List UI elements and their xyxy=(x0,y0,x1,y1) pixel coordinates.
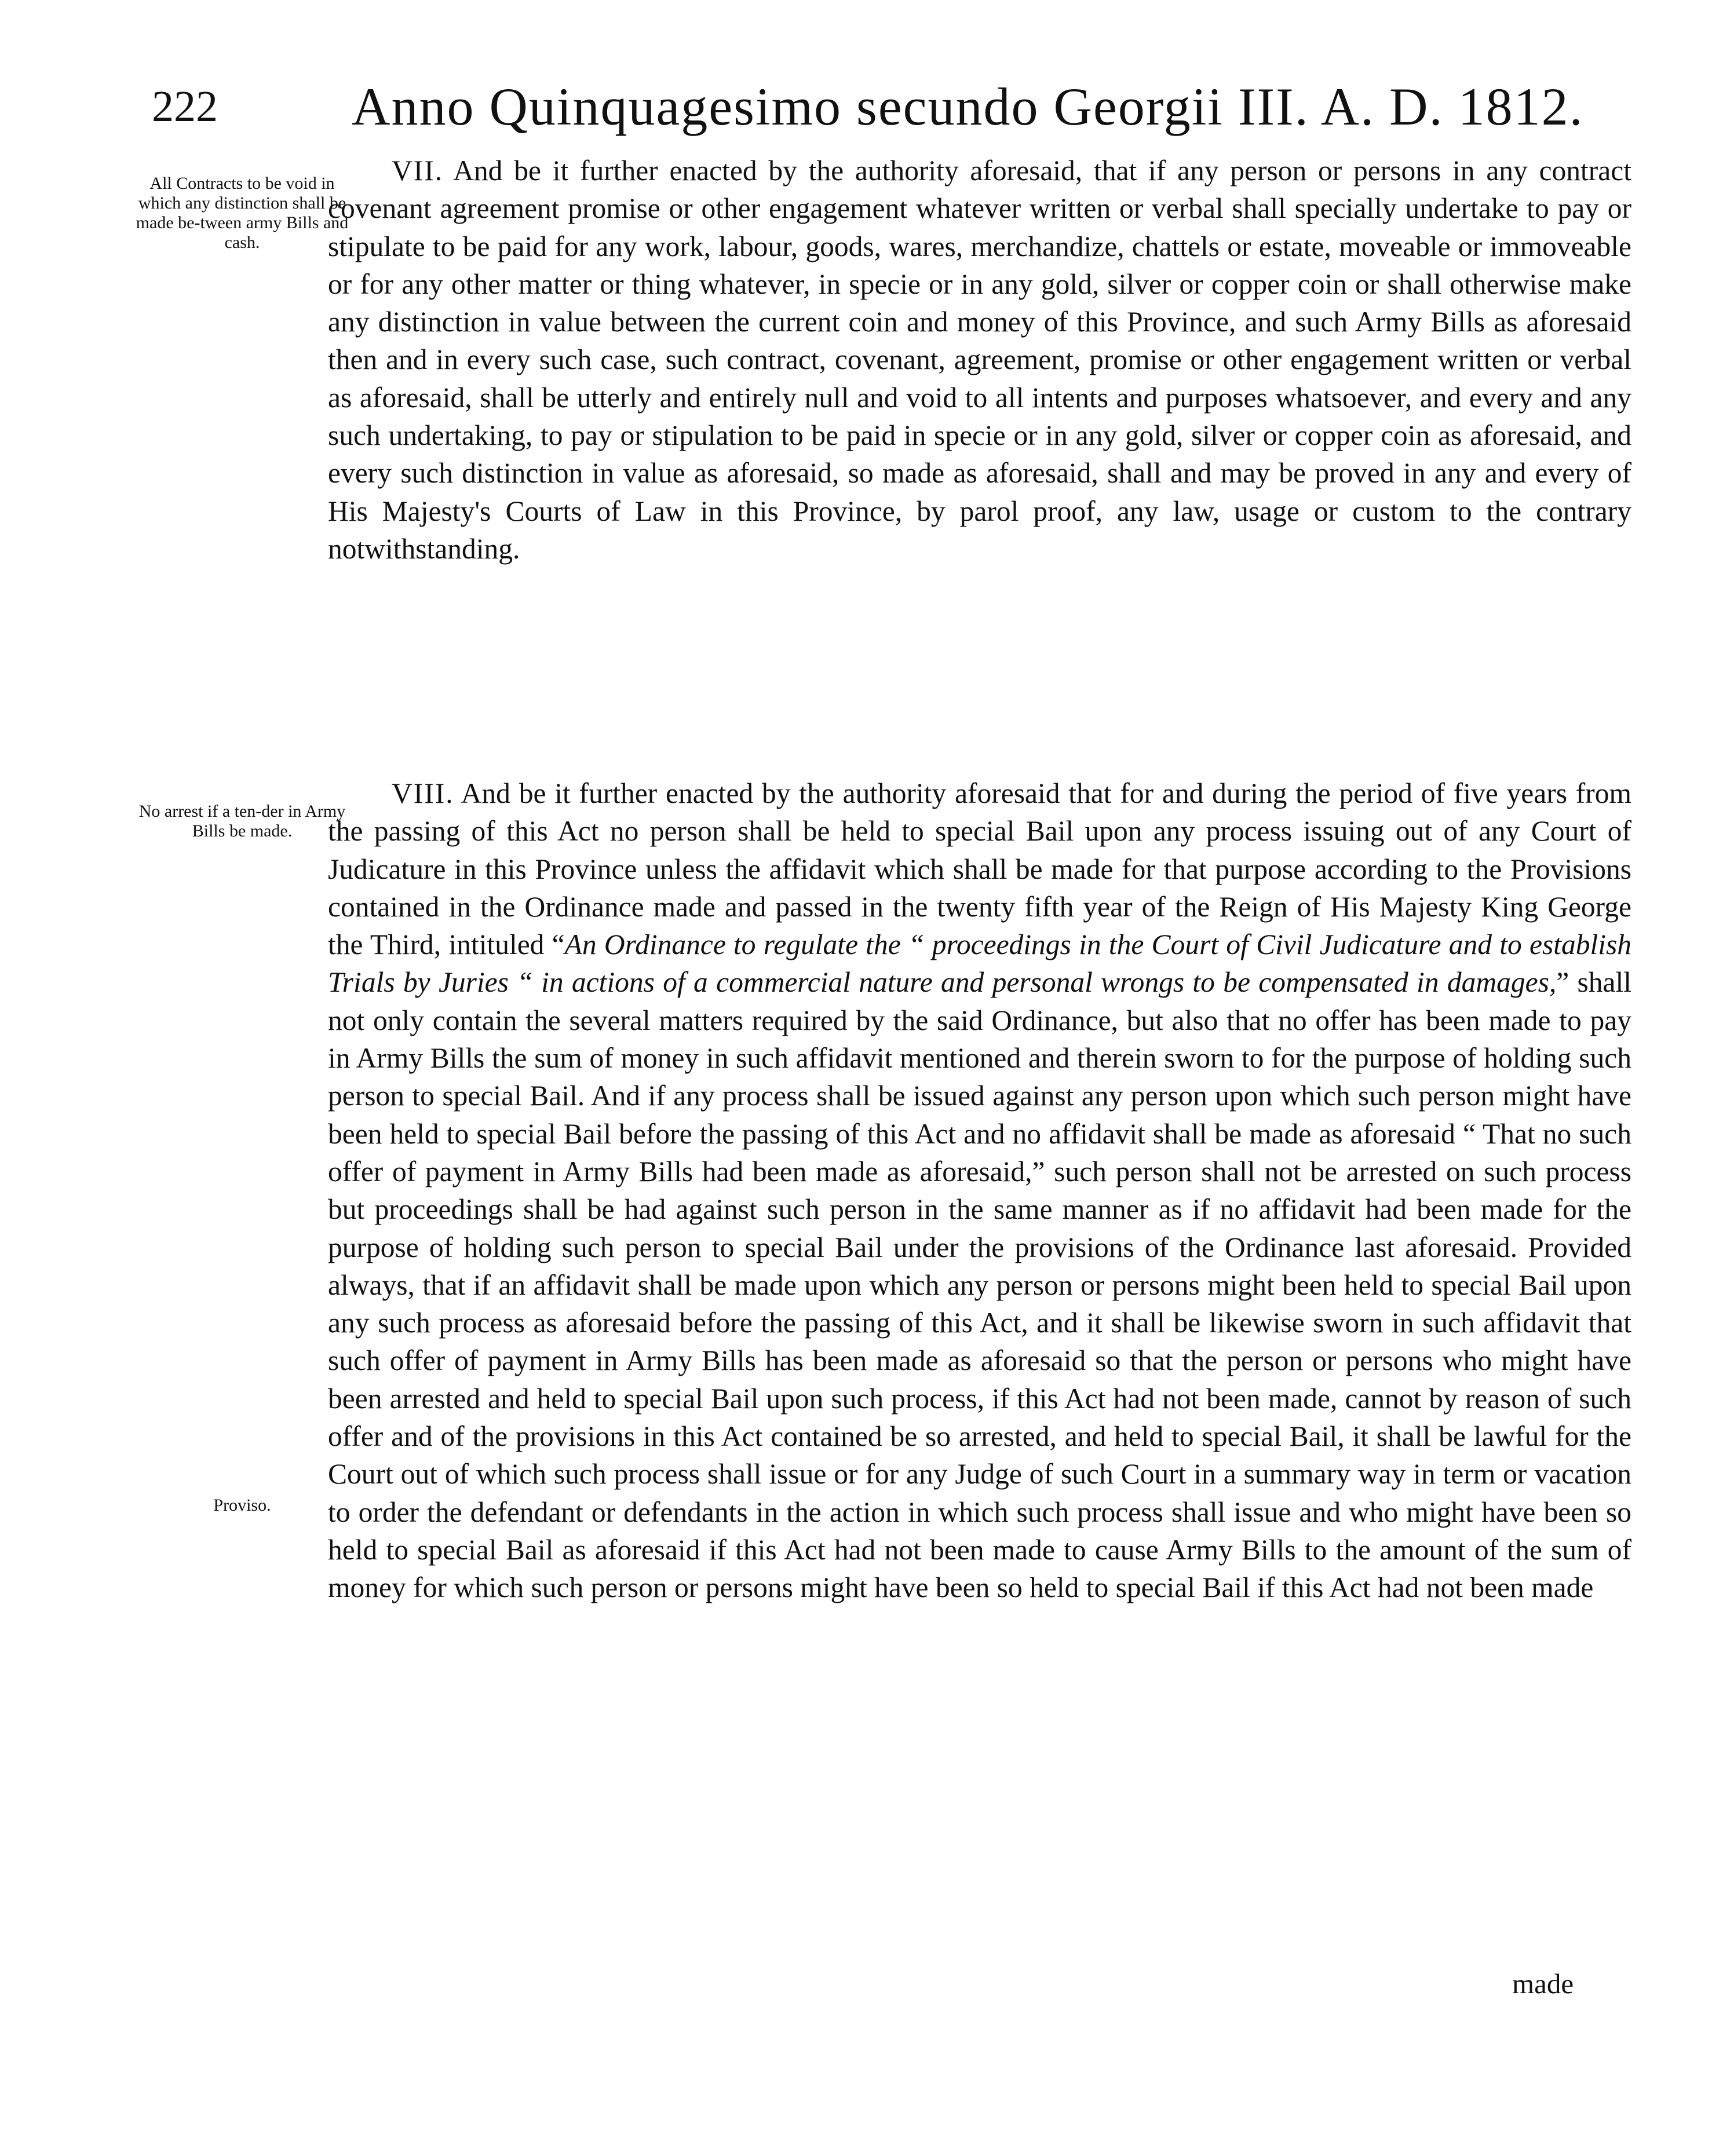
section-text: And be it further enacted by the authority aforesaid, that if any person or persons in any contract covenant agreement promise or other engagement whatever written or verbal shall specially undertake to pay or stipulate to be paid for any work, labour, goods, wares, merchandize, chattels or estate, moveable or immoveable or for any other matter or thing whatever, in specie or in any gold, silver or copper coin or shall otherwise make any distinction in value between the current coin and money of this Province, and such Army Bills as aforesaid then and in every such case, such contract, covenant, agreement, promise or other engagement written or verbal as aforesaid, shall be utterly and entirely null and void to all intents and purposes whatsoever, and every and any such undertaking, to pay or stipulation to be paid in specie or in any gold, silver or copper coin as aforesaid, and every such distinction in value as aforesaid, so made as aforesaid, shall and may be proved in any and every of His Majesty's Courts of Law in this Province, by parol proof, any law, usage or custom to the contrary notwithstanding. xyxy=(328,155,1631,565)
section-number: VII. xyxy=(392,155,444,187)
section-viii xyxy=(328,774,1631,1607)
marginal-note-no-arrest: No arrest if a ten-der in Army Bills be made. xyxy=(138,802,346,841)
section-text-before-title: And be it further enacted by the authority aforesaid that for and during the period of five years from the passing of this Act no person shall be held to special Bail upon any process issuing out of any Court of Judicature in this Province unless the affidavit which shall be made for that purpose according to the Provisions contained in the Ordinance made and passed in the twenty fifth year of the Reign of His Majesty King George the Third, intituled “ xyxy=(328,777,1631,961)
ordinance-title: An Ordinance to regulate the “ proceedings in the Court of Civil Judicature and to establish Trials by Juries “ in actions of a commercial nature and personal wrongs to be compensated in damages, xyxy=(328,929,1631,999)
marginal-note-contracts-void: All Contracts to be void in which any distinction shall be made be-tween army Bills and cash. xyxy=(136,174,349,252)
marginal-note-proviso: Proviso. xyxy=(213,1496,271,1515)
section-text-after-title: ” shall not only contain the several matters required by the said Ordinance, but also that no offer has been made to pay in Army Bills the sum of money in such affidavit mentioned and therein sworn to for the purpose of holding such person to special Bail. And if any process shall be issued against any person upon which such person might have been held to special Bail before the passing of this Act and no affidavit shall be made as aforesaid “ That no such offer of payment in Army Bills had been made as aforesaid,” such person shall not be arrested on such process but proceedings shall be had against such person in the same manner as if no affidavit had been made for the purpose of holding such person to special Bail under the provisions of the Ordinance last aforesaid. Provided always, that if an affidavit shall be made upon which any person or persons might been held to special Bail upon any such process as aforesaid before the passing of this Act, and it shall be likewise sworn in such affidavit that such offer of payment in Army Bills has been made as aforesaid so that the person or persons who might have been arrested and held to special Bail upon such process, if this Act had not been made, cannot by reason of such offer and of the provisions in this Act contained be so arrested, and held to special Bail, it shall be lawful for the Court out of which such process shall issue or for any Judge of such Court in a summary way in term or vacation to order the defendant or defendants in the action in which such process shall issue and who might have been so held to special Bail as aforesaid if this Act had not been made to cause Army Bills to the amount of the sum of money for which such person or persons might have been so held to special Bail if this Act had not been made xyxy=(328,966,1631,1604)
page-number: 222 xyxy=(152,82,218,131)
running-title: Anno Quinquagesimo secundo Georgii III. A. D. 1812. xyxy=(352,77,1584,136)
section-vii xyxy=(328,152,1631,568)
page-header xyxy=(152,77,1635,155)
catchword: made xyxy=(1512,1968,1574,2000)
section-number: VIII. xyxy=(392,777,454,809)
